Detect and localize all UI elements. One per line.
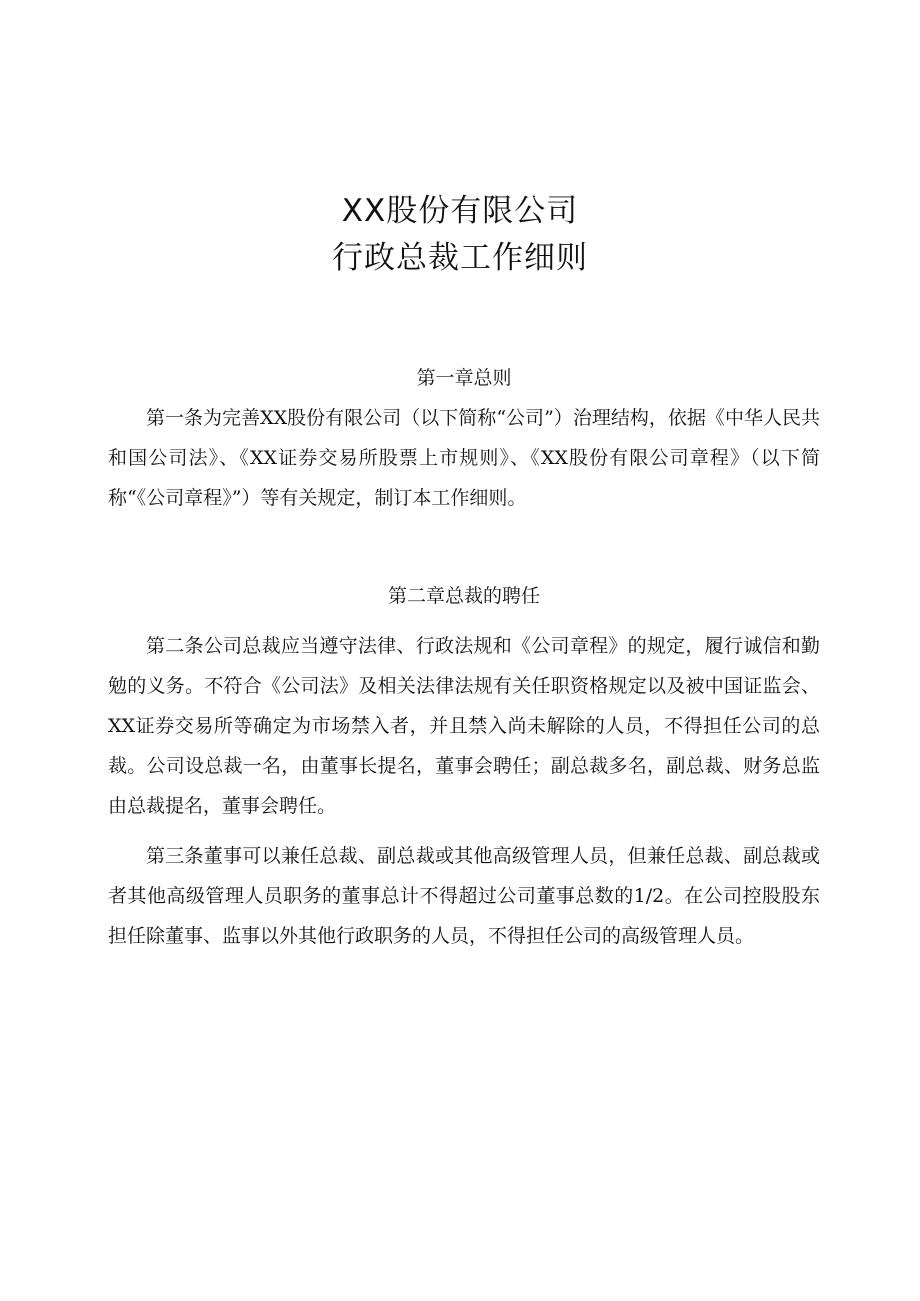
document-title — [0, 188, 920, 282]
chapter-2-body — [108, 626, 820, 956]
article-1-paragraph: 第一条为完善XX股份有限公司（以下简称“公司”）治理结构，依据《中华人民共和国公司法》、《XX证券交易所股票上市规则》、《XX股份有限公司章程》（以下简称“《公司章程》”）等有关规定，制订本工作细则。 — [108, 407, 820, 509]
article-3-paragraph: 第三条董事可以兼任总裁、副总裁或其他高级管理人员，但兼任总裁、副总裁或者其他高级管理人员职务的董事总计不得超过公司董事总数的1/2。在公司控股股东担任除董事、监事以外其他行政职务的人员，不得担任公司的高级管理人员。 — [108, 845, 820, 947]
title-company-name: XX股份有限公司 — [341, 193, 579, 229]
article-2-paragraph: 第二条公司总裁应当遵守法律、行政法规和《公司章程》的规定，履行诚信和勤勉的义务。不符合《公司法》及相关法律法规有关任职资格规定以及被中国证监会、XX证券交易所等确定为市场禁入者，并且禁入尚未解除的人员，不得担任公司的总裁。公司设总裁一名，由董事长提名，董事会聘任；副总裁多名，副总裁、财务总监由总裁提名，董事会聘任。 — [108, 635, 820, 817]
chapter-2-heading: 第二章总裁的聘任 — [387, 585, 540, 607]
title-document-name: 行政总裁工作细则 — [332, 240, 588, 276]
chapter-1-heading: 第一章总则 — [416, 367, 512, 389]
chapter-1-body — [108, 398, 820, 518]
